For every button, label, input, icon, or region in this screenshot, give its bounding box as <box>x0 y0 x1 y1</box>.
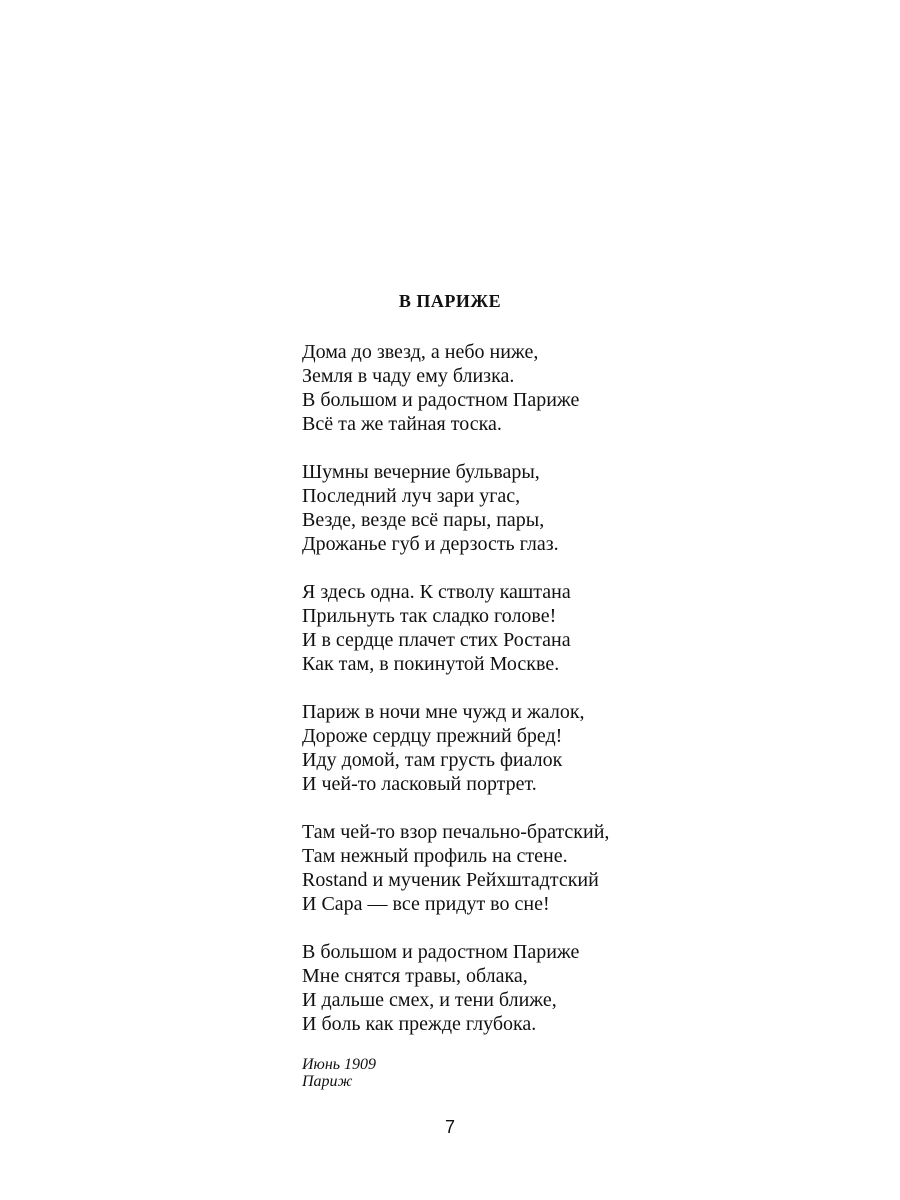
poem-line: Как там, в покинутой Москве. <box>302 653 560 675</box>
poem-line: Я здесь одна. К стволу каштана <box>302 581 571 603</box>
poem-line: Земля в чаду ему близка. <box>302 365 515 387</box>
stanza <box>302 580 609 676</box>
poem-date: Июнь 1909 <box>302 1056 377 1073</box>
stanza <box>302 820 609 916</box>
poem-line: Последний луч зари угас, <box>302 485 521 507</box>
poem-line: Париж в ночи мне чужд и жалок, <box>302 701 585 723</box>
stanza <box>302 340 609 436</box>
poem-line: Дрожанье губ и дерзость глаз. <box>302 533 559 555</box>
poem-line: В большом и радостном Париже <box>302 389 580 411</box>
poem-line: И дальше смех, и тени ближе, <box>302 989 557 1011</box>
stanza <box>302 700 609 796</box>
poem-line: Шумны вечерние бульвары, <box>302 461 540 483</box>
poem-line: Там нежный профиль на стене. <box>302 845 568 867</box>
poem-title: В ПАРИЖЕ <box>398 291 502 311</box>
poem-line: В большом и радостном Париже <box>302 941 580 963</box>
poem-line: И в сердце плачет стих Ростана <box>302 629 571 651</box>
poem-line: И Сара — все придут во сне! <box>302 893 550 915</box>
stanza <box>302 460 609 556</box>
poem-line: Rostand и мученик Рейхштадтский <box>302 869 599 891</box>
poem-line: Везде, везде всё пары, пары, <box>302 509 545 531</box>
poem-line: И боль как прежде глубока. <box>302 1013 537 1035</box>
poem-body <box>302 340 609 1060</box>
poem-line: Иду домой, там грусть фиалок <box>302 749 563 771</box>
poem-place: Париж <box>302 1073 353 1090</box>
poem-line: Прильнуть так сладко голове! <box>302 605 557 627</box>
poem-line: И чей-то ласковый портрет. <box>302 773 537 795</box>
poem-line: Мне снятся травы, облака, <box>302 965 528 987</box>
poem-line: Дома до звезд, а небо ниже, <box>302 341 539 363</box>
stanza <box>302 940 609 1036</box>
page-number: 7 <box>444 1117 455 1137</box>
poem-line: Дороже сердцу прежний бред! <box>302 725 563 747</box>
poem-line: Там чей-то взор печально-братский, <box>302 821 610 843</box>
poem-line: Всё та же тайная тоска. <box>302 413 502 435</box>
poem-signature <box>302 1056 376 1090</box>
